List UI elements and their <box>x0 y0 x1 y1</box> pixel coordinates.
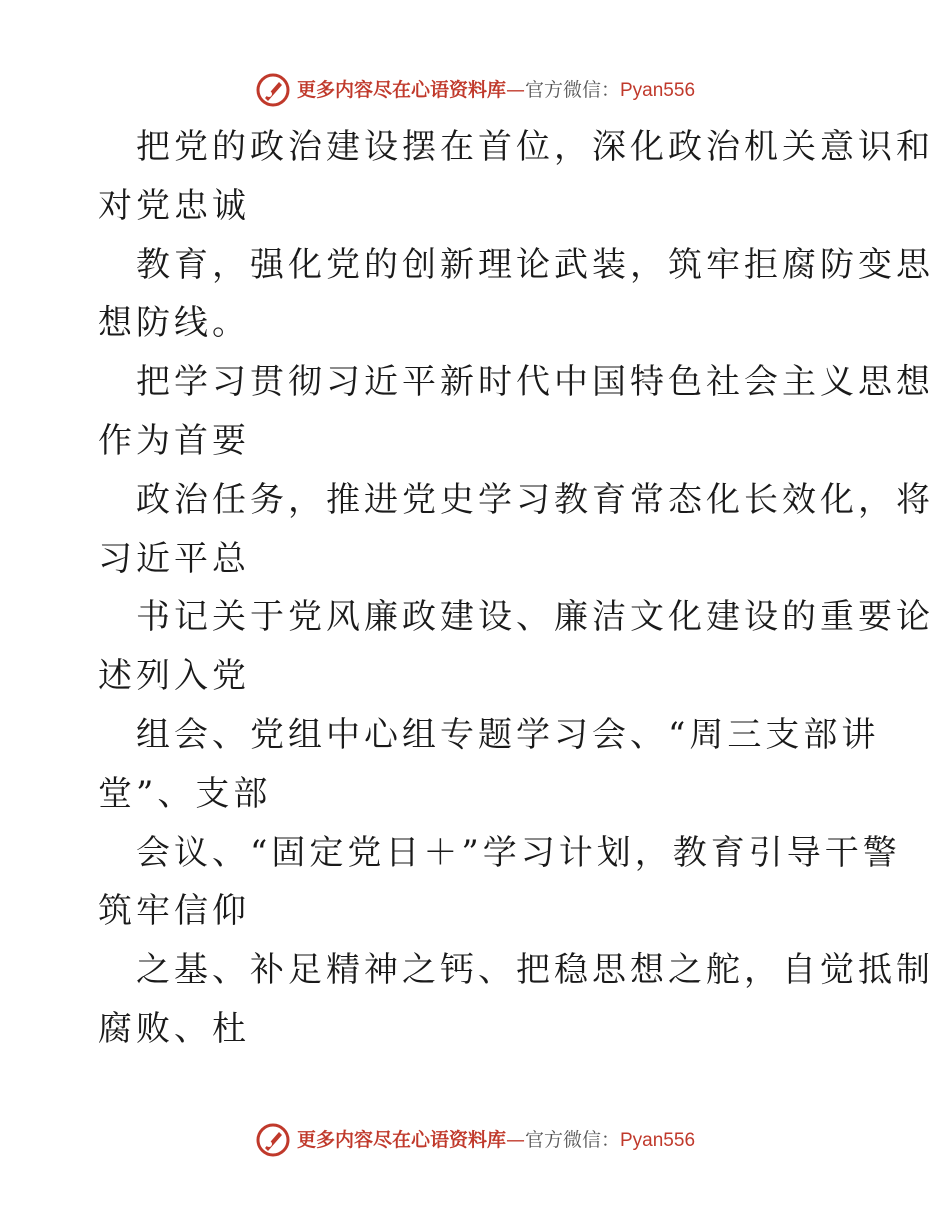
header-banner <box>0 70 950 110</box>
text-line: 堂”、支部 <box>98 773 272 814</box>
quill-logo-icon <box>255 1122 291 1158</box>
text-line: 书记关于党风廉政建设、廉洁文化建设的重要论 <box>136 597 934 638</box>
quill-logo-icon <box>255 72 291 108</box>
banner-wechat-id: Pyan556 <box>620 1129 696 1151</box>
text-line: 习近平总 <box>98 538 250 579</box>
banner-text <box>296 78 696 101</box>
banner-wechat-label: 官方微信： <box>524 78 620 101</box>
text-line: 会议、“固定党日＋”学习计划，教育引导干警 <box>136 832 901 873</box>
text-line: 筑牢信仰 <box>98 891 250 932</box>
text-line: 把党的政治建设摆在首位，深化政治机关意识和 <box>136 127 934 167</box>
banner-site-text: 更多内容尽在心语资料库 <box>296 1128 506 1151</box>
footer-banner <box>0 1120 950 1160</box>
text-line: 作为首要 <box>98 420 250 461</box>
text-line: 政治任务，推进党史学习教育常态化长效化，将 <box>136 479 934 520</box>
banner-wechat-label: 官方微信： <box>524 1128 620 1151</box>
text-line: 组会、党组中心组专题学习会、“周三支部讲 <box>136 714 880 755</box>
text-line: 教育，强化党的创新理论武装，筑牢拒腐防变思 <box>136 244 934 285</box>
banner-site-text: 更多内容尽在心语资料库 <box>296 78 506 101</box>
banner-wechat-id: Pyan556 <box>620 79 696 101</box>
text-line: 腐败、杜 <box>98 1008 250 1049</box>
banner-dash: — <box>505 78 525 101</box>
text-line: 之基、补足精神之钙、把稳思想之舵，自觉抵制 <box>136 950 934 991</box>
text-line: 想防线。 <box>98 303 250 344</box>
text-line: 述列入党 <box>98 656 250 697</box>
document-body <box>98 118 934 1059</box>
text-line: 把学习贯彻习近平新时代中国特色社会主义思想 <box>136 362 934 403</box>
banner-dash: — <box>505 1128 525 1151</box>
text-line: 对党忠诚 <box>98 185 250 226</box>
banner-text <box>296 1128 696 1151</box>
